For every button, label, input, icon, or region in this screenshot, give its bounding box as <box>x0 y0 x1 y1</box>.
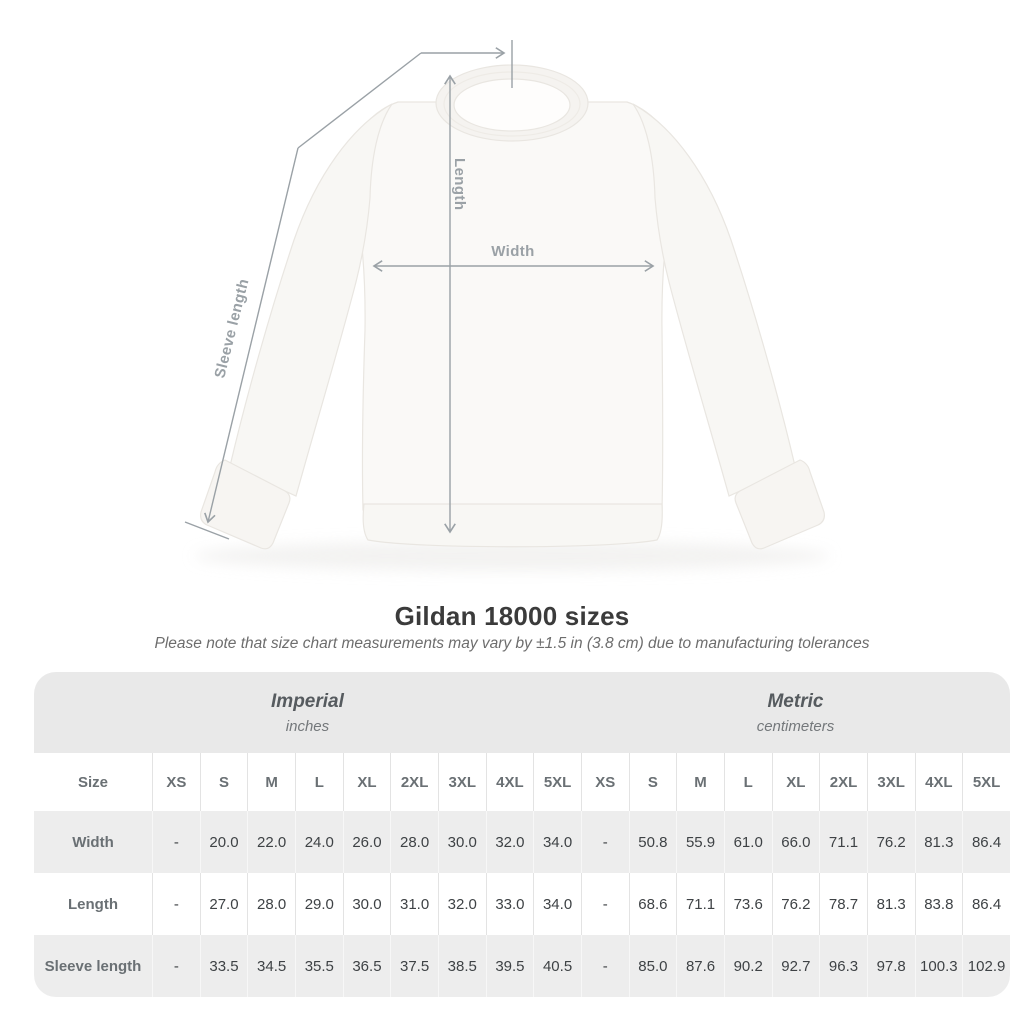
imperial-sublabel: inches <box>285 717 330 735</box>
size-table <box>34 672 1010 997</box>
width-row <box>34 811 1010 873</box>
value-cell: 40.5 <box>533 935 581 997</box>
value-cell: 26.0 <box>343 811 391 873</box>
size-col-header: 3XL <box>867 753 915 811</box>
size-col-header: 5XL <box>533 753 581 811</box>
size-col-header: 3XL <box>438 753 486 811</box>
value-cell: 81.3 <box>867 873 915 935</box>
size-col-header: 5XL <box>962 753 1010 811</box>
value-cell: 33.0 <box>486 873 534 935</box>
size-col-header: 2XL <box>819 753 867 811</box>
value-cell: 50.8 <box>629 811 677 873</box>
value-cell: 32.0 <box>486 811 534 873</box>
value-cell: 68.6 <box>629 873 677 935</box>
value-cell: 96.3 <box>819 935 867 997</box>
value-cell: 76.2 <box>867 811 915 873</box>
size-col-header: 4XL <box>915 753 963 811</box>
length-label: Length <box>451 158 468 211</box>
value-cell: 27.0 <box>200 873 248 935</box>
value-cell: 73.6 <box>724 873 772 935</box>
value-cell: 71.1 <box>819 811 867 873</box>
size-col-header: S <box>200 753 248 811</box>
length-row <box>34 873 1010 935</box>
row-label: Width <box>34 811 152 873</box>
value-cell: 78.7 <box>819 873 867 935</box>
value-cell: 86.4 <box>962 873 1010 935</box>
unit-band-row <box>34 672 1010 753</box>
value-cell: 37.5 <box>390 935 438 997</box>
page-title: Gildan 18000 sizes <box>394 601 630 631</box>
size-col-header: L <box>295 753 343 811</box>
value-cell: - <box>581 935 629 997</box>
value-cell: 34.0 <box>533 811 581 873</box>
value-cell: 61.0 <box>724 811 772 873</box>
size-col-header: 4XL <box>486 753 534 811</box>
value-cell: 31.0 <box>390 873 438 935</box>
value-cell: - <box>152 811 200 873</box>
sweatshirt-body <box>347 102 678 510</box>
value-cell: 28.0 <box>247 873 295 935</box>
size-col-header: 2XL <box>390 753 438 811</box>
size-header-cell: Size <box>34 753 152 811</box>
metric-label: Metric <box>767 690 824 712</box>
value-cell: 34.5 <box>247 935 295 997</box>
tolerance-note: Please note that size chart measurements may vary by ±1.5 in (3.8 cm) due to manufacturing tolerances <box>154 635 870 652</box>
size-col-header: S <box>629 753 677 811</box>
value-cell: 24.0 <box>295 811 343 873</box>
value-cell: 35.5 <box>295 935 343 997</box>
value-cell: 28.0 <box>390 811 438 873</box>
value-cell: 102.9 <box>962 935 1010 997</box>
value-cell: 32.0 <box>438 873 486 935</box>
value-cell: 76.2 <box>772 873 820 935</box>
value-cell: 36.5 <box>343 935 391 997</box>
sleeve-length-row <box>34 935 1010 997</box>
value-cell: 90.2 <box>724 935 772 997</box>
value-cell: 38.5 <box>438 935 486 997</box>
value-cell: 22.0 <box>247 811 295 873</box>
size-col-header: M <box>247 753 295 811</box>
size-col-header: XL <box>343 753 391 811</box>
value-cell: 29.0 <box>295 873 343 935</box>
value-cell: 34.0 <box>533 873 581 935</box>
value-cell: 66.0 <box>772 811 820 873</box>
metric-band <box>581 672 1010 753</box>
size-col-header: XS <box>581 753 629 811</box>
size-col-header: L <box>724 753 772 811</box>
value-cell: 83.8 <box>915 873 963 935</box>
sweatshirt-waistband <box>363 504 662 547</box>
value-cell: 39.5 <box>486 935 534 997</box>
value-cell: 86.4 <box>962 811 1010 873</box>
value-cell: - <box>581 811 629 873</box>
value-cell: 33.5 <box>200 935 248 997</box>
size-col-header: XS <box>152 753 200 811</box>
size-header-row <box>34 753 1010 811</box>
value-cell: - <box>581 873 629 935</box>
value-cell: 30.0 <box>343 873 391 935</box>
metric-sublabel: centimeters <box>756 717 835 735</box>
value-cell: 100.3 <box>915 935 963 997</box>
value-cell: 92.7 <box>772 935 820 997</box>
value-cell: 71.1 <box>676 873 724 935</box>
value-cell: 85.0 <box>629 935 677 997</box>
value-cell: 55.9 <box>676 811 724 873</box>
value-cell: 87.6 <box>676 935 724 997</box>
imperial-label: Imperial <box>271 690 344 712</box>
size-col-header: M <box>676 753 724 811</box>
imperial-band <box>34 672 581 753</box>
sleeve-length-label: Sleeve length <box>211 276 253 380</box>
row-label: Sleeve length <box>34 935 152 997</box>
value-cell: 81.3 <box>915 811 963 873</box>
row-label: Length <box>34 873 152 935</box>
width-label: Width <box>491 243 535 260</box>
size-col-header: XL <box>772 753 820 811</box>
value-cell: 30.0 <box>438 811 486 873</box>
value-cell: - <box>152 873 200 935</box>
value-cell: 97.8 <box>867 935 915 997</box>
value-cell: - <box>152 935 200 997</box>
value-cell: 20.0 <box>200 811 248 873</box>
